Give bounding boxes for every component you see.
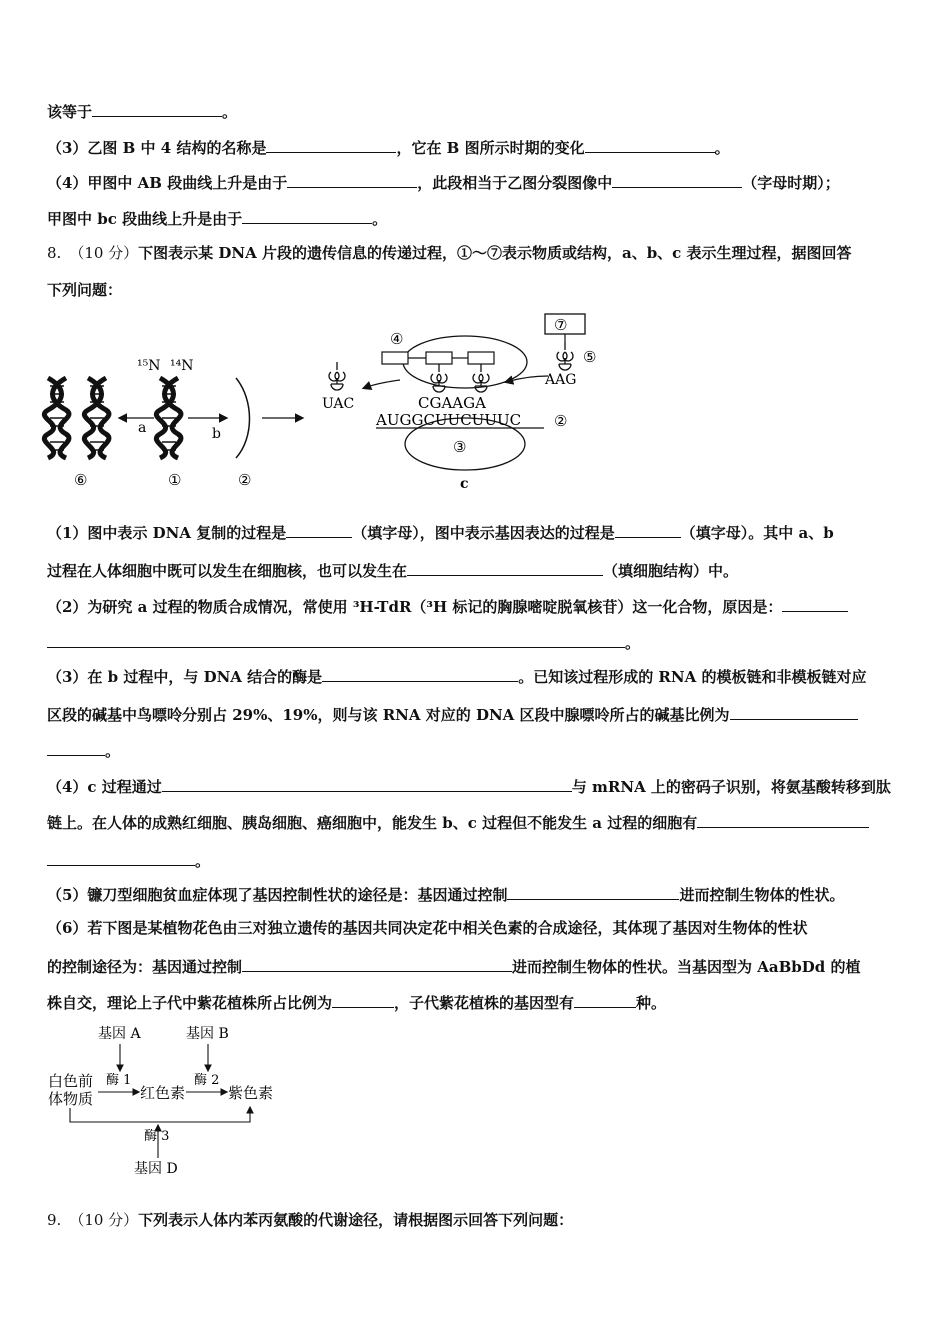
trna-leaving (329, 362, 345, 390)
question-8-1-cont: 过程在人体细胞中既可以发生在细胞核，也可以发生在 （填细胞结构）中。 (47, 562, 739, 580)
question-9-stem: 9. （10 分）下列表示人体内苯丙氨酸的代谢途径，请根据图示回答下列问题： (47, 1211, 574, 1229)
question-8-2-cont: 。 (47, 632, 640, 653)
question-8-6-end: 株自交，理论上子代中紫花植株所占比例为 ，子代紫花植株的基因型有 种。 (47, 994, 667, 1012)
label-c: c (460, 476, 469, 492)
trna-entering (557, 342, 573, 370)
label-5: ⑤ (583, 348, 597, 366)
answer-blank[interactable] (286, 522, 352, 538)
gene-a-label: 基因 A (98, 1026, 141, 1042)
answer-blank[interactable] (92, 101, 222, 117)
answer-blank[interactable] (730, 704, 858, 720)
enzyme-3-label: 酶 3 (144, 1129, 170, 1144)
answer-blank[interactable] (585, 137, 715, 153)
label-14n: ¹⁴N (170, 358, 194, 374)
question-8-1: （1）图中表示 DNA 复制的过程是 （填字母），图中表示基因表达的过程是 （填字母）。其中 a、b (47, 524, 834, 542)
white-precursor-line2: 体物质 (48, 1090, 94, 1108)
answer-blank[interactable] (47, 632, 625, 648)
question-7-3: （3）乙图 B 中 4 结构的名称是 ，它在 B 图所示时期的变化 。 (47, 139, 730, 157)
mrna-strand (236, 378, 250, 458)
label-4: ④ (390, 330, 404, 348)
question-8-6-cont: 的控制途径为：基因通过控制 进而控制生物体的性状。当基因型为 AaBbDd 的植 (47, 958, 861, 976)
question-7-4: （4）甲图中 AB 段曲线上升是由于 ，此段相当于乙图分裂图像中 （字母时期）； (47, 174, 840, 192)
amino-acid (382, 352, 408, 364)
enzyme-2-label: 酶 2 (194, 1073, 220, 1088)
pigment-pathway-diagram (44, 1018, 304, 1178)
ribosome-large-subunit (403, 336, 527, 388)
dna-helix-6b (84, 378, 109, 458)
question-8-2: （2）为研究 a 过程的物质合成情况，常使用 ³H-TdR（³H 标记的胸腺嘧啶脱氧核苷）这一化合物，原因是： (47, 596, 848, 617)
question-8-5: （5）镰刀型细胞贫血症体现了基因控制性状的途径是：基因通过控制 进而控制生物体的性状。 (47, 886, 845, 904)
label-15n: ¹⁵N (137, 358, 161, 374)
dna-helix-1 (156, 378, 181, 458)
answer-blank[interactable] (287, 172, 417, 188)
question-7-4-cont: 甲图中 bc 段曲线上升是由于 。 (47, 210, 388, 228)
enzyme-1-label: 酶 1 (106, 1073, 132, 1088)
white-precursor-line1: 白色前 (48, 1072, 94, 1090)
red-pigment-label: 红色素 (140, 1084, 186, 1102)
label-b: b (212, 426, 221, 442)
question-8-stem: 8. （10 分）下图表示某 DNA 片段的遗传信息的传递过程，①～⑦表示物质或结构，a、b、c 表示生理过程，据图回答 (47, 244, 852, 262)
question-8-4-cont: 链上。在人体的成熟红细胞、胰岛细胞、癌细胞中，能发生 b、c 过程但不能发生 a 过程的细胞有 (47, 812, 869, 833)
label-6: ⑥ (74, 471, 88, 489)
bypass-path (70, 1108, 250, 1122)
question-8-4-end: 。 (47, 850, 210, 871)
answer-blank[interactable] (332, 992, 394, 1008)
amino-acid (468, 352, 494, 364)
label-2-right: ② (554, 412, 568, 430)
label-7: ⑦ (554, 316, 568, 334)
gene-d-label: 基因 D (134, 1161, 178, 1177)
answer-blank[interactable] (697, 812, 869, 828)
text-line: 该等于 。 (47, 103, 238, 121)
anticodon-sequence: CGAAGA (418, 394, 486, 412)
label-2-left: ② (238, 471, 252, 489)
question-8-3-cont: 区段的碱基中鸟嘌呤分别占 29%、19%，则与该 RNA 对应的 DNA 区段中腺嘌呤所占的碱基比例为 (47, 704, 858, 725)
label-a: a (138, 420, 147, 436)
answer-blank[interactable] (47, 850, 195, 866)
question-8-stem-cont: 下列问题： (47, 281, 123, 299)
answer-blank[interactable] (242, 208, 372, 224)
answer-blank[interactable] (266, 137, 396, 153)
answer-blank[interactable] (47, 740, 105, 756)
anticodon-uac: UAC (322, 396, 355, 412)
label-3: ③ (453, 438, 467, 456)
anticodon-aag: AAG (545, 372, 577, 388)
answer-blank[interactable] (407, 560, 603, 576)
gene-expression-diagram (40, 310, 620, 500)
question-8-3-end: 。 (47, 740, 120, 761)
answer-blank[interactable] (782, 596, 848, 612)
question-8-4: （4）c 过程通过 与 mRNA 上的密码子识别，将氨基酸转移到肽 (47, 778, 891, 796)
answer-blank[interactable] (322, 666, 518, 682)
purple-pigment-label: 紫色素 (228, 1084, 274, 1102)
label-1: ① (168, 471, 182, 489)
answer-blank[interactable] (574, 992, 636, 1008)
answer-blank[interactable] (162, 776, 572, 792)
answer-blank[interactable] (507, 884, 679, 900)
mrna-sequence: AUGGCUUCUUUC (376, 411, 522, 429)
answer-blank[interactable] (242, 956, 512, 972)
answer-blank[interactable] (612, 172, 742, 188)
amino-acid (426, 352, 452, 364)
dna-helix-6a (44, 378, 69, 458)
question-8-3: （3）在 b 过程中，与 DNA 结合的酶是 。已知该过程形成的 RNA 的模板链和非模板链对应 (47, 668, 867, 686)
answer-blank[interactable] (615, 522, 681, 538)
gene-b-label: 基因 B (186, 1026, 229, 1042)
question-8-6: （6）若下图是某植物花色由三对独立遗传的基因共同决定花中相关色素的合成途径，其体现了基因对生物体的性状 (47, 919, 808, 937)
arrow-trna-exit (364, 380, 400, 388)
